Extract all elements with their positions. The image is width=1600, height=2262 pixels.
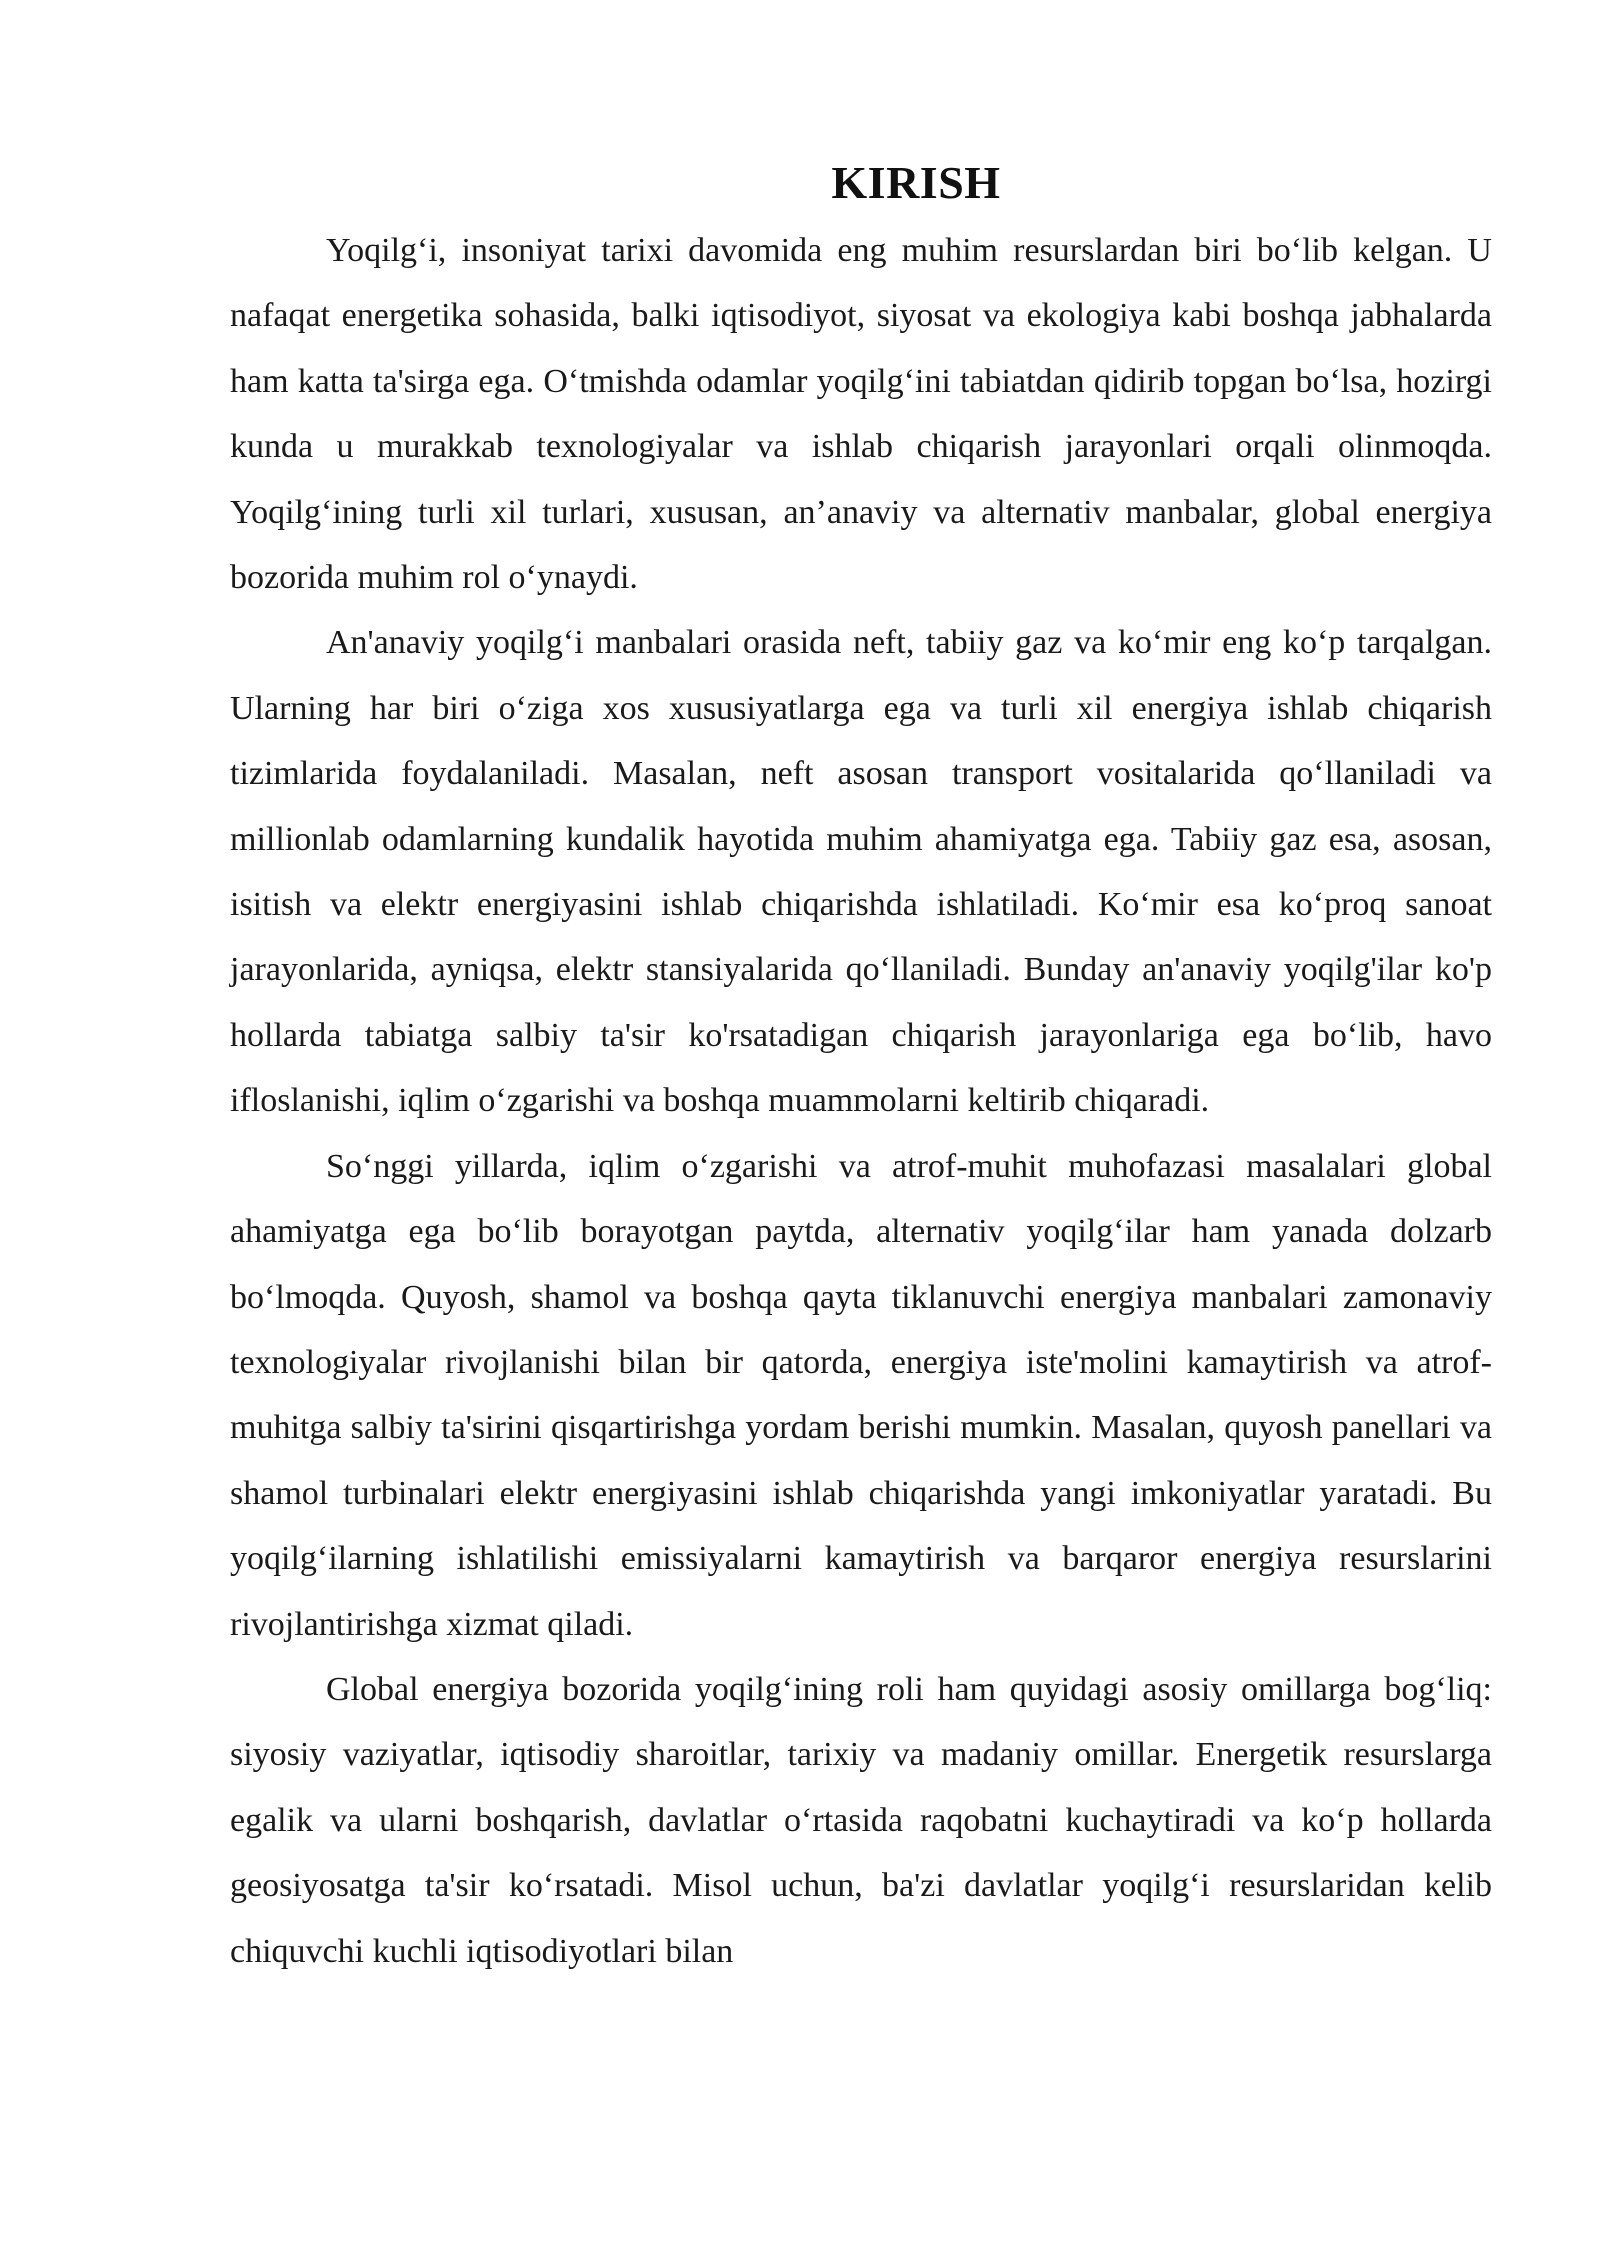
- document-body: [230, 148, 1492, 1984]
- paragraph-3: So‘nggi yillarda, iqlim o‘zgarishi va atrof-muhit muhofazasi masalalari global ahamiyatga ega bo‘lib borayotgan paytda, alternativ yoqilg‘ilar ham yanada dolzarb bo‘lmoqda. Quyosh, shamol va boshqa qayta tiklanuvchi energiya manbalari zamonaviy texnologiyalar rivojlanishi bilan bir qatorda, energiya iste'molini kamaytirish va atrof-muhitga salbiy ta'sirini qisqartirishga yordam berishi mumkin. Masalan, quyosh panellari va shamol turbinalari elektr energiyasini ishlab chiqarishda yangi imkoniyatlar yaratadi. Bu yoqilg‘ilarning ishlatilishi emissiyalarni kamaytirish va barqaror energiya resurslarini rivojlantirishga xizmat qiladi.: [230, 1147, 1492, 1643]
- paragraph-2: An'anaviy yoqilg‘i manbalari orasida neft, tabiiy gaz va ko‘mir eng ko‘p tarqalgan. Ularning har biri o‘ziga xos xususiyatlarga ega va turli xil energiya ishlab chiqarish tizimlarida foydalaniladi. Masalan, neft asosan transport vositalarida qo‘llaniladi va millionlab odamlarning kundalik hayotida muhim ahamiyatga ega. Tabiiy gaz esa, asosan, isitish va elektr energiyasini ishlab chiqarishda ishlatiladi. Ko‘mir esa ko‘proq sanoat jarayonlarida, ayniqsa, elektr stansiyalarida qo‘llaniladi. Bunday an'anaviy yoqilg'ilar ko'p hollarda tabiatga salbiy ta'sir ko'rsatadigan chiqarish jarayonlariga ega bo‘lib, havo ifloslanishi, iqlim o‘zgarishi va boshqa muammolarni keltirib chiqaradi.: [230, 624, 1492, 1120]
- paragraph-1: Yoqilg‘i, insoniyat tarixi davomida eng muhim resurslardan biri bo‘lib kelgan. U nafaqat energetika sohasida, balki iqtisodiyot, siyosat va ekologiya kabi boshqa jabhalarda ham katta ta'sirga ega. O‘tmishda odamlar yoqilg‘ini tabiatdan qidirib topgan bo‘lsa, hozirgi kunda u murakkab texnologiyalar va ishlab chiqarish jarayonlari orqali olinmoqda. Yoqilg‘ining turli xil turlari, xususan, an’anaviy va alternativ manbalar, global energiya bozorida muhim rol o‘ynaydi.: [230, 232, 1492, 597]
- page-title: KIRISH: [831, 157, 1001, 208]
- paragraph-4: Global energiya bozorida yoqilg‘ining roli ham quyidagi asosiy omillarga bog‘liq: siyosiy vaziyatlar, iqtisodiy sharoitlar, tarixiy va madaniy omillar. Energetik resurslarga egalik va ularni boshqarish, davlatlar o‘rtasida raqobatni kuchaytiradi va ko‘p hollarda geosiyosatga ta'sir ko‘rsatadi. Misol uchun, ba'zi davlatlar yoqilg‘i resurslaridan kelib chiquvchi kuchli iqtisodiyotlari bilan: [230, 1670, 1492, 1970]
